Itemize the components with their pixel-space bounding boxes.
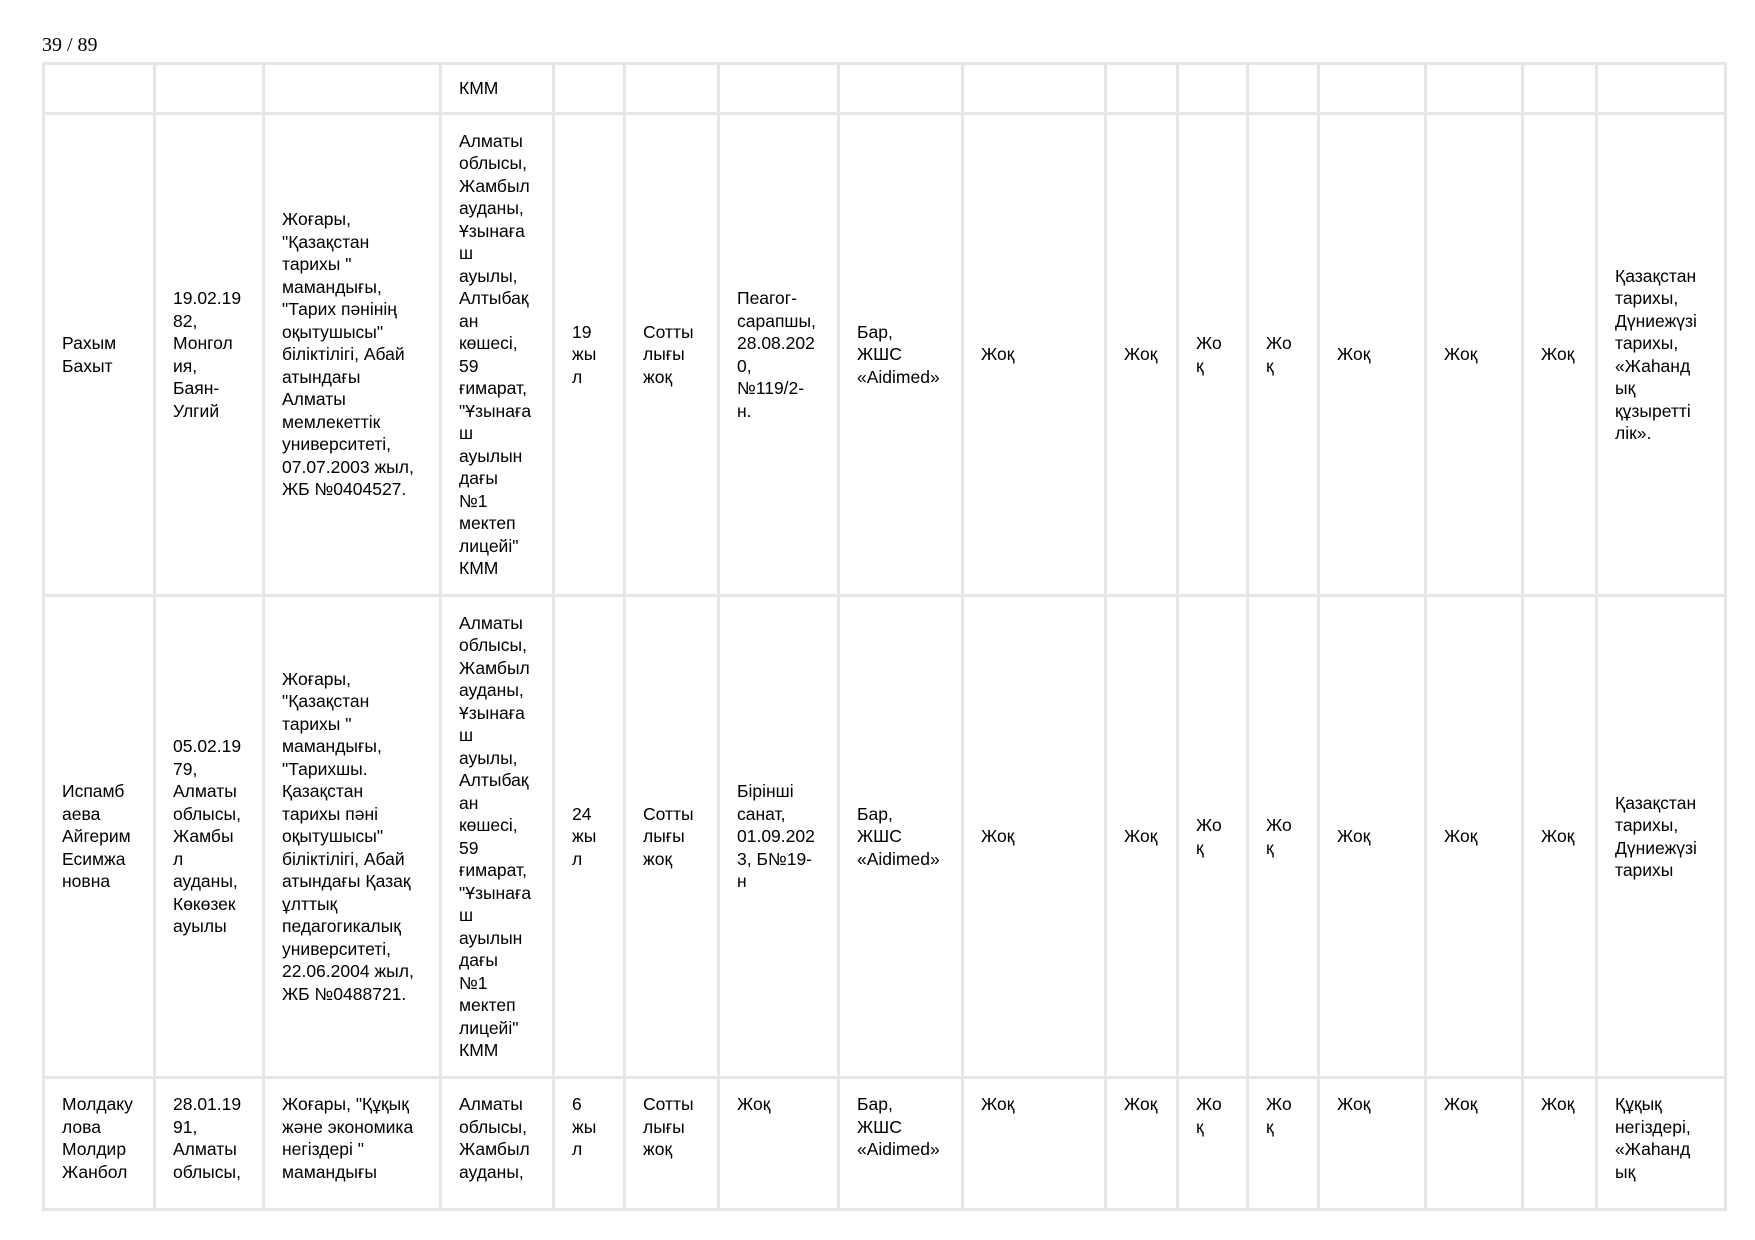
criminal-record-cell: Сотты лығы жоқ xyxy=(625,1078,719,1210)
workplace-cell: Алматы облысы, Жамбыл ауданы, Ұзынаға ш ауылы, Алтыбақ ан көшесі, 59 ғимарат, "Ұзынаға ш ауылын дағы №1 мектеп лицейі" КММ xyxy=(441,114,554,596)
table-cell: Жо қ xyxy=(1248,596,1319,1078)
table-cell xyxy=(1319,64,1426,114)
teacher-name-cell: Рахым Бахыт xyxy=(44,114,155,596)
teacher-name-cell: Испамб аева Айгерим Есимжа новна xyxy=(44,596,155,1078)
table-cell: Жо қ xyxy=(1248,114,1319,596)
table-cell xyxy=(155,64,264,114)
table-cell xyxy=(963,64,1106,114)
table-cell: Жоқ xyxy=(1523,596,1597,1078)
table-cell xyxy=(554,64,625,114)
table-cell: Жоқ xyxy=(1106,114,1178,596)
table-cell: Жоқ xyxy=(963,114,1106,596)
table-cell xyxy=(1248,64,1319,114)
table-cell xyxy=(1523,64,1597,114)
table-cell: Жоқ xyxy=(1523,114,1597,596)
medical-cell: Бар, ЖШС «Aidimed» xyxy=(839,596,963,1078)
table-cell xyxy=(44,64,155,114)
birth-info-cell: 19.02.19 82, Монгол ия, Баян- Улгий xyxy=(155,114,264,596)
table-cell: Жоқ xyxy=(1319,114,1426,596)
table-row xyxy=(44,1078,1726,1210)
table-cell: Жо қ xyxy=(1178,114,1248,596)
birth-info-cell: 28.01.19 91, Алматы облысы, xyxy=(155,1078,264,1210)
workplace-cell: Алматы облысы, Жамбыл ауданы, Ұзынаға ш ауылы, Алтыбақ ан көшесі, 59 ғимарат, "Ұзынаға ш ауылын дағы №1 мектеп лицейі" КММ xyxy=(441,596,554,1078)
experience-cell: 6 жы л xyxy=(554,1078,625,1210)
table-row xyxy=(44,596,1726,1078)
table-cell xyxy=(1597,64,1726,114)
table-row xyxy=(44,114,1726,596)
table-cell: Жоқ xyxy=(1426,1078,1523,1210)
experience-cell: 19 жы л xyxy=(554,114,625,596)
table-cell xyxy=(719,64,839,114)
criminal-record-cell: Сотты лығы жоқ xyxy=(625,596,719,1078)
table-cell: КММ xyxy=(441,64,554,114)
table-cell: Жо қ xyxy=(1178,1078,1248,1210)
table-cell xyxy=(839,64,963,114)
table-cell xyxy=(625,64,719,114)
workplace-cell: Алматы облысы, Жамбыл ауданы, xyxy=(441,1078,554,1210)
table-cell: Жоқ xyxy=(1106,1078,1178,1210)
table-cell: Жоқ xyxy=(1106,596,1178,1078)
medical-cell: Бар, ЖШС «Aidimed» xyxy=(839,1078,963,1210)
education-cell: Жоғары, "Қазақстан тарихы " мамандығы, "Тарихшы. Қазақстан тарихы пәні оқытушысы" біліктілігі, Абай атындағы Қазақ ұлттық педагогикалық университеті, 22.06.2004 жыл, ЖБ №0488721. xyxy=(264,596,441,1078)
table-cell: Жоқ xyxy=(1426,596,1523,1078)
teacher-name-cell: Молдаку лова Молдир Жанбол xyxy=(44,1078,155,1210)
category-cell: Пеагог- сарапшы, 28.08.202 0, №119/2- н. xyxy=(719,114,839,596)
table-cell: Жоқ xyxy=(1523,1078,1597,1210)
table-cell: Жоқ xyxy=(963,1078,1106,1210)
birth-info-cell: 05.02.19 79, Алматы облысы, Жамбы л ауданы, Көкөзек ауылы xyxy=(155,596,264,1078)
table-cell: Жо қ xyxy=(1248,1078,1319,1210)
table-row xyxy=(44,64,1726,114)
category-cell: Бірінші санат, 01.09.202 3, Б№19- н xyxy=(719,596,839,1078)
subjects-cell: Қазақстан тарихы, Дүниежүзі тарихы xyxy=(1597,596,1726,1078)
education-cell: Жоғары, "Қазақстан тарихы " мамандығы, "Тарих пәнінің оқытушысы" біліктілігі, Абай атындағы Алматы мемлекеттік университеті, 07.07.2003 жыл, ЖБ №0404527. xyxy=(264,114,441,596)
page-counter: 39 / 89 xyxy=(42,34,98,56)
table-cell: Жо қ xyxy=(1178,596,1248,1078)
table-cell: Жоқ xyxy=(1319,596,1426,1078)
education-cell: Жоғары, "Құқық және экономика негіздері " мамандығы xyxy=(264,1078,441,1210)
subjects-cell: Қазақстан тарихы, Дүниежүзі тарихы, «Жаһанд ық құзыретті лік». xyxy=(1597,114,1726,596)
table-cell: Жоқ xyxy=(1426,114,1523,596)
criminal-record-cell: Сотты лығы жоқ xyxy=(625,114,719,596)
medical-cell: Бар, ЖШС «Aidimed» xyxy=(839,114,963,596)
experience-cell: 24 жы л xyxy=(554,596,625,1078)
table-cell xyxy=(1178,64,1248,114)
table-cell: Жоқ xyxy=(963,596,1106,1078)
table-cell xyxy=(1426,64,1523,114)
staff-table xyxy=(42,62,1727,1211)
table-cell xyxy=(264,64,441,114)
subjects-cell: Құқық негіздері, «Жаһанд ық xyxy=(1597,1078,1726,1210)
table-cell: Жоқ xyxy=(1319,1078,1426,1210)
category-cell: Жоқ xyxy=(719,1078,839,1210)
table-cell xyxy=(1106,64,1178,114)
